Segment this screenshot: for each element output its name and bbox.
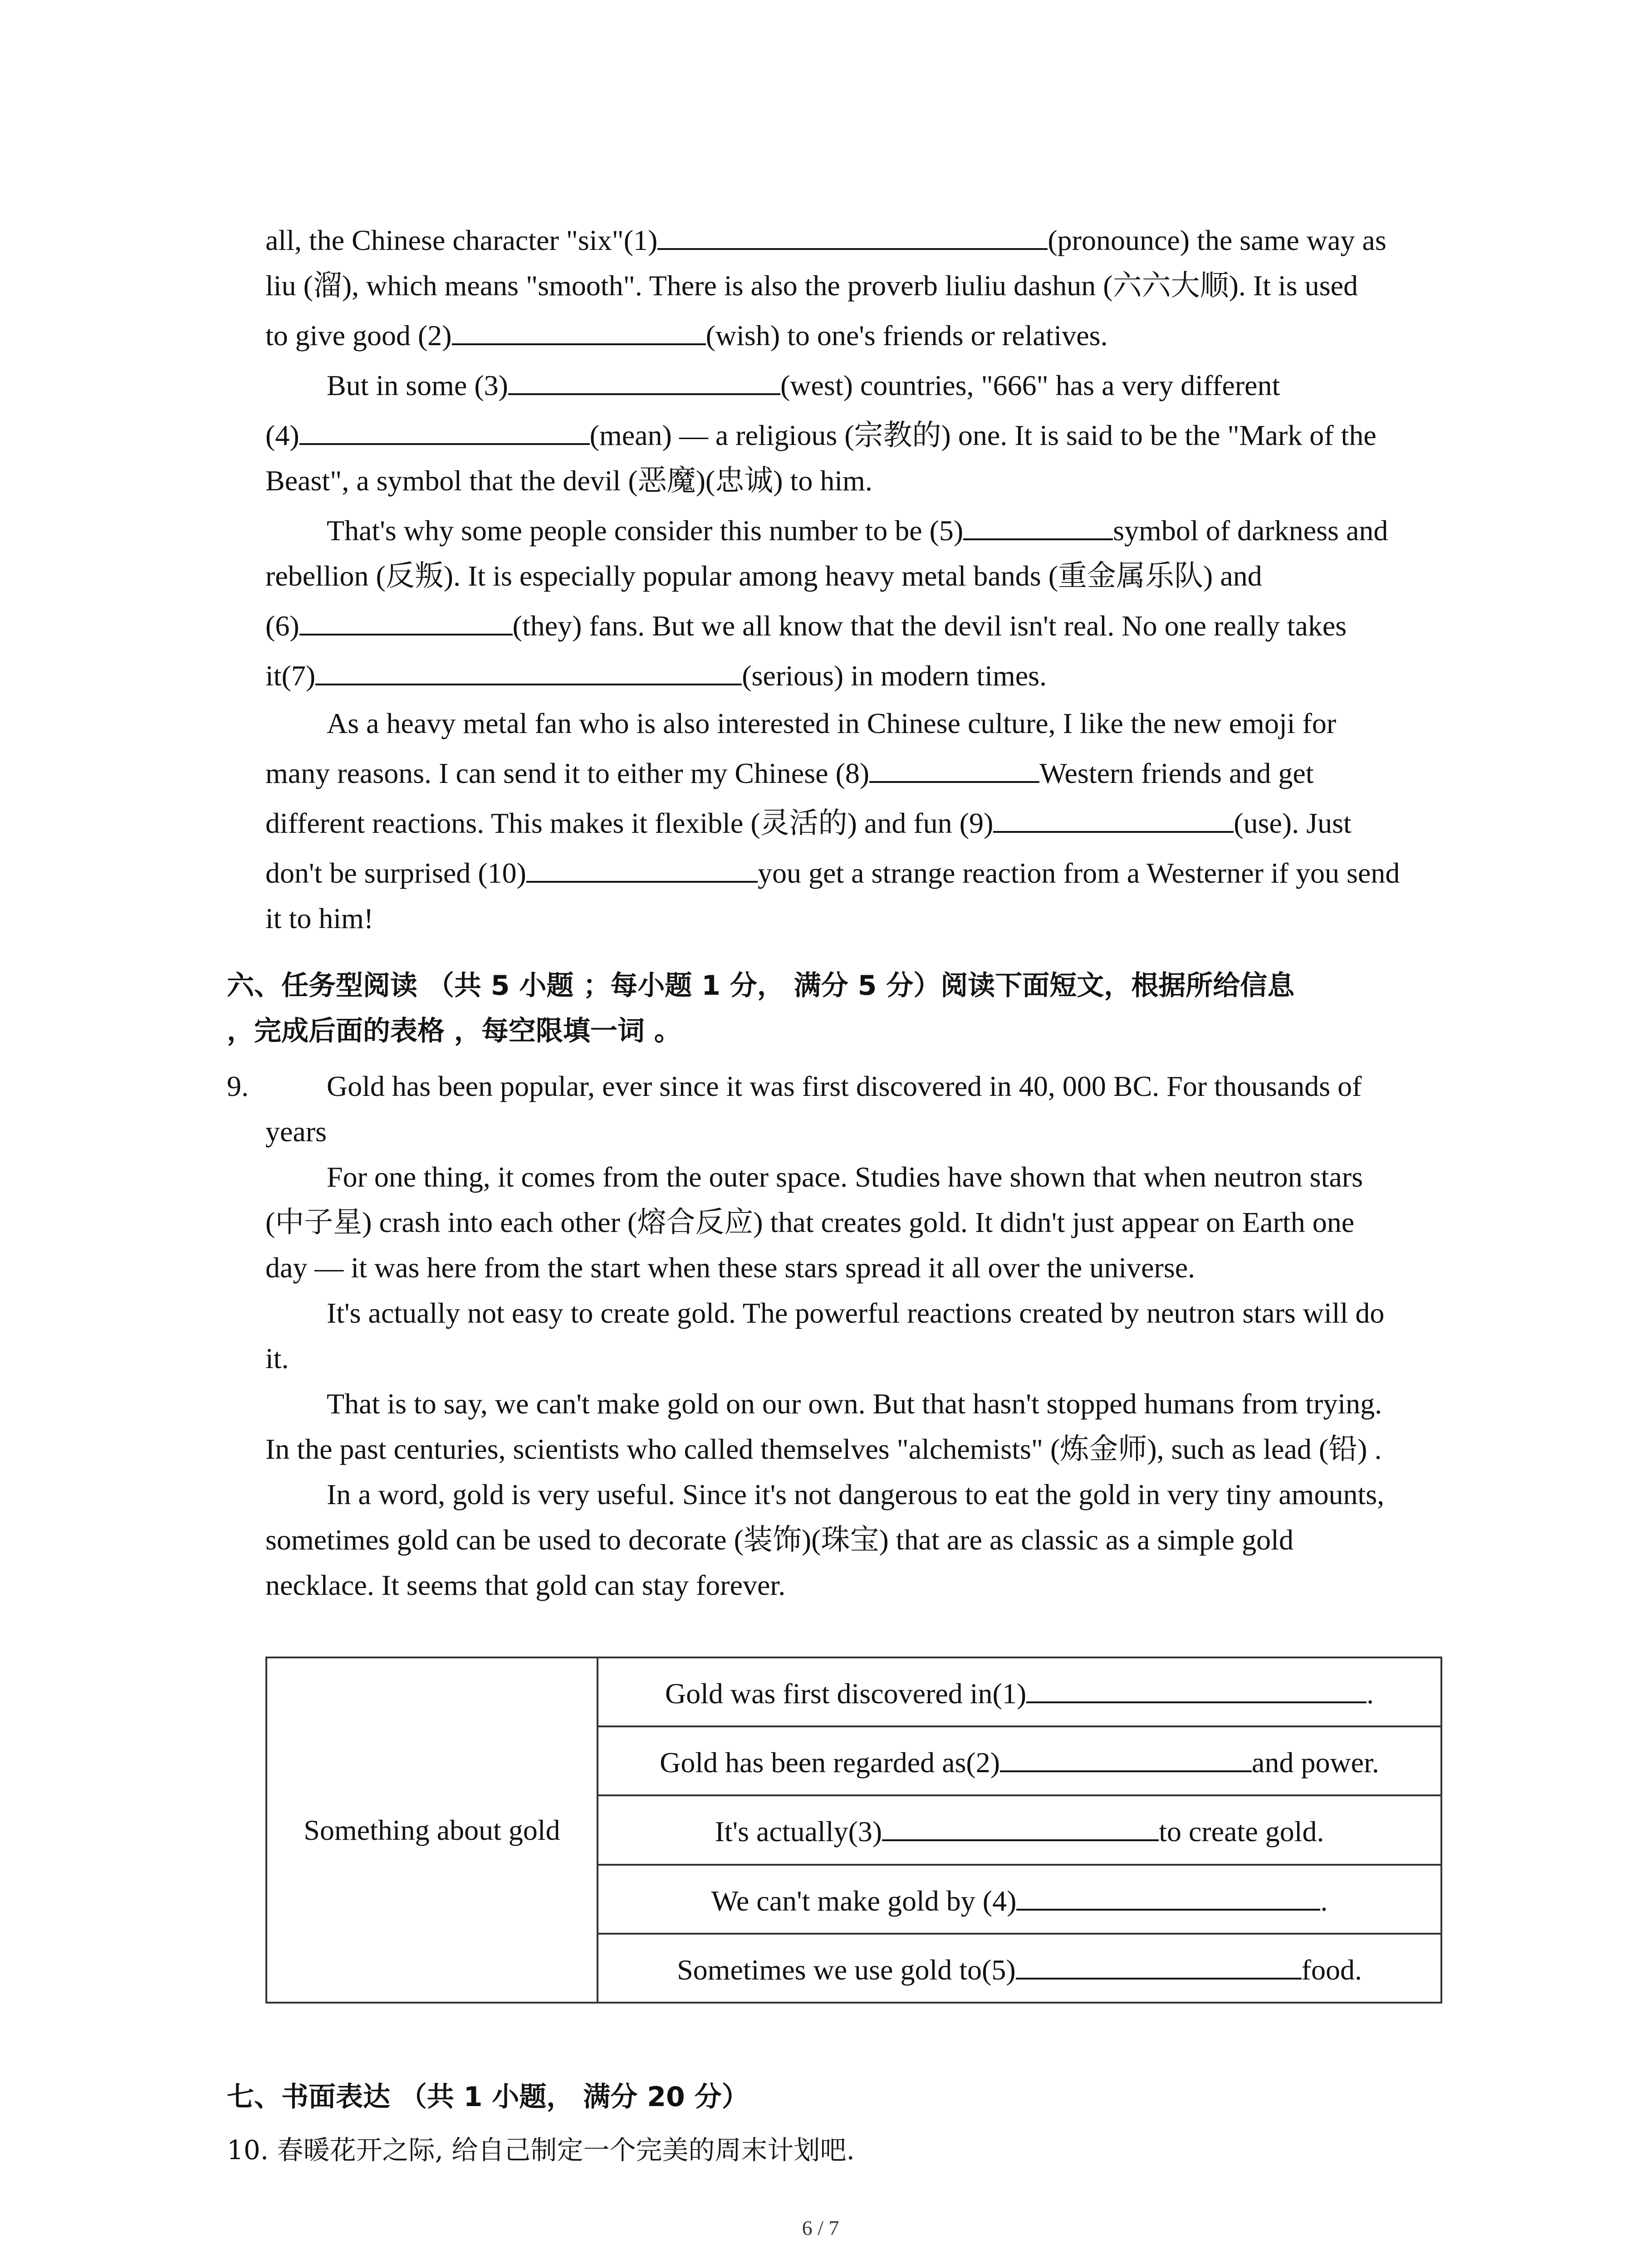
passage-a-line (265, 653, 1047, 699)
answer-blank-4[interactable] (299, 415, 590, 445)
text: to give good (2) (265, 319, 452, 352)
text: you get a strange reaction from a Westerner if you send (757, 857, 1400, 889)
text: We can't make gold by (4) (711, 1884, 1017, 1917)
passage-b-line: day — it was here from the start when these stars spread it all over the universe. (265, 1251, 1195, 1284)
text: it(7) (265, 660, 316, 692)
text: That's why some people consider this number to be (5) (327, 514, 964, 547)
passage-b-line: years (265, 1115, 327, 1148)
table-row (266, 1657, 1441, 1726)
passage-b-line: it. (265, 1342, 289, 1374)
table-blank-2[interactable] (1000, 1742, 1252, 1772)
passage-a-line (265, 603, 1347, 649)
text: (west) countries, "666" has a very different (780, 369, 1280, 401)
text: different reactions. This makes it flexible (灵活的) and fun (9) (265, 807, 994, 839)
table-cell (598, 1795, 1441, 1864)
section-6-heading: 六、任务型阅读 （共 5 小题 ；每小题 1 分， 满分 5 分）阅读下面短文，根据所给信息 (227, 970, 1295, 1002)
text: Beast", a symbol that the devil (恶魔)(忠诚) to him. (265, 464, 872, 497)
text: Western friends and get (1039, 757, 1314, 789)
text: liu (溜), which means "smooth". There is also the proverb liuliu dashun (六六大顺). It is used (265, 269, 1358, 302)
text: and power. (1252, 1746, 1379, 1779)
passage-b-line: sometimes gold can be used to decorate (装饰)(珠宝) that are as classic as a simple gold (265, 1524, 1293, 1556)
text: rebellion (反叛). It is especially popular among heavy metal bands (重金属乐队) and (265, 560, 1262, 592)
passage-b-line: (中子星) crash into each other (熔合反应) that creates gold. It didn't just appear on Earth one (265, 1206, 1355, 1238)
text: But in some (3) (327, 369, 508, 401)
answer-blank-6[interactable] (299, 606, 513, 635)
passage-a-line (265, 263, 1358, 308)
passage-b-line: In a word, gold is very useful. Since it's not dangerous to eat the gold in very tiny amounts, (327, 1478, 1385, 1510)
text: . (1320, 1884, 1328, 1917)
text: (they) fans. But we all know that the devil isn't real. No one really takes (512, 610, 1347, 642)
passage-a-line (265, 553, 1262, 599)
text: (mean) — a religious (宗教的) one. It is said to be the "Mark of the (589, 419, 1376, 451)
answer-blank-10[interactable] (526, 853, 758, 883)
section-6-heading-cont: ，完成后面的表格 ，每空限填一词 。 (227, 1015, 681, 1047)
passage-a-line (327, 701, 1336, 746)
passage-a-line (265, 896, 373, 941)
question-10: 10. 春暖花开之际, 给自己制定一个完美的周末计划吧. (227, 2135, 855, 2165)
text: . (1367, 1677, 1374, 1710)
passage-a-line (327, 508, 1388, 553)
passage-a-line (265, 850, 1400, 896)
text: Sometimes we use gold to(5) (677, 1953, 1016, 1986)
table-blank-4[interactable] (1016, 1881, 1320, 1911)
text: It's actually(3) (715, 1815, 882, 1848)
text: (6) (265, 610, 299, 642)
table-cell (598, 1865, 1441, 1934)
text: (wish) to one's friends or relatives. (705, 319, 1108, 352)
table-blank-1[interactable] (1026, 1673, 1367, 1703)
text: (pronounce) the same way as (1048, 224, 1386, 256)
text: (serious) in modern times. (742, 660, 1047, 692)
passage-b-line: Gold has been popular, ever since it was first discovered in 40, 000 BC. For thousands of (327, 1070, 1362, 1102)
text: it to him! (265, 902, 374, 934)
answer-blank-7[interactable] (315, 655, 742, 685)
gold-info-table (265, 1657, 1442, 2004)
passage-b-line: For one thing, it comes from the outer space. Studies have shown that when neutron stars (327, 1161, 1363, 1193)
answer-blank-2[interactable] (452, 315, 706, 345)
text: all, the Chinese character "six"(1) (265, 224, 658, 256)
passage-a-line (327, 363, 1280, 408)
passage-a-line (265, 313, 1108, 358)
text: As a heavy metal fan who is also interested in Chinese culture, I like the new emoji for (327, 707, 1337, 739)
passage-b-line: necklace. It seems that gold can stay forever. (265, 1569, 786, 1601)
answer-blank-8[interactable] (869, 753, 1039, 783)
table-blank-3[interactable] (882, 1811, 1159, 1841)
text: (use). Just (1234, 807, 1352, 839)
passage-a-line (265, 801, 1352, 846)
text: (4) (265, 419, 299, 451)
text: symbol of darkness and (1113, 514, 1388, 547)
table-blank-5[interactable] (1016, 1950, 1302, 1980)
text: many reasons. I can send it to either my Chinese (8) (265, 757, 870, 789)
question-number: 9. (227, 1070, 249, 1102)
answer-blank-9[interactable] (993, 803, 1234, 833)
text: to create gold. (1159, 1815, 1324, 1848)
answer-blank-3[interactable] (508, 365, 780, 395)
text: don't be surprised (10) (265, 857, 526, 889)
section-7-heading: 七、书面表达 （共 1 小题， 满分 20 分） (227, 2081, 749, 2113)
table-cell (598, 1657, 1441, 1726)
passage-b-line: That is to say, we can't make gold on our own. But that hasn't stopped humans from trying. (327, 1388, 1382, 1420)
passage-a-line (265, 751, 1314, 796)
passage-b-line: It's actually not easy to create gold. The powerful reactions created by neutron stars will do (327, 1297, 1385, 1329)
text: food. (1301, 1953, 1362, 1986)
passage-a-line (265, 413, 1376, 458)
table-cell (598, 1726, 1441, 1795)
answer-blank-5[interactable] (963, 510, 1113, 540)
answer-blank-1[interactable] (657, 220, 1048, 250)
page-number: 6 / 7 (802, 2216, 839, 2239)
text: Gold has been regarded as(2) (660, 1746, 1000, 1779)
text: Gold was first discovered in(1) (665, 1677, 1027, 1710)
table-left-cell: Something about gold (266, 1657, 598, 2003)
passage-a-line (265, 458, 872, 503)
passage-a-line (265, 218, 1386, 263)
table-cell (598, 1934, 1441, 2003)
passage-b-line: In the past centuries, scientists who called themselves "alchemists" (炼金师), such as lead (铅) . (265, 1433, 1382, 1465)
